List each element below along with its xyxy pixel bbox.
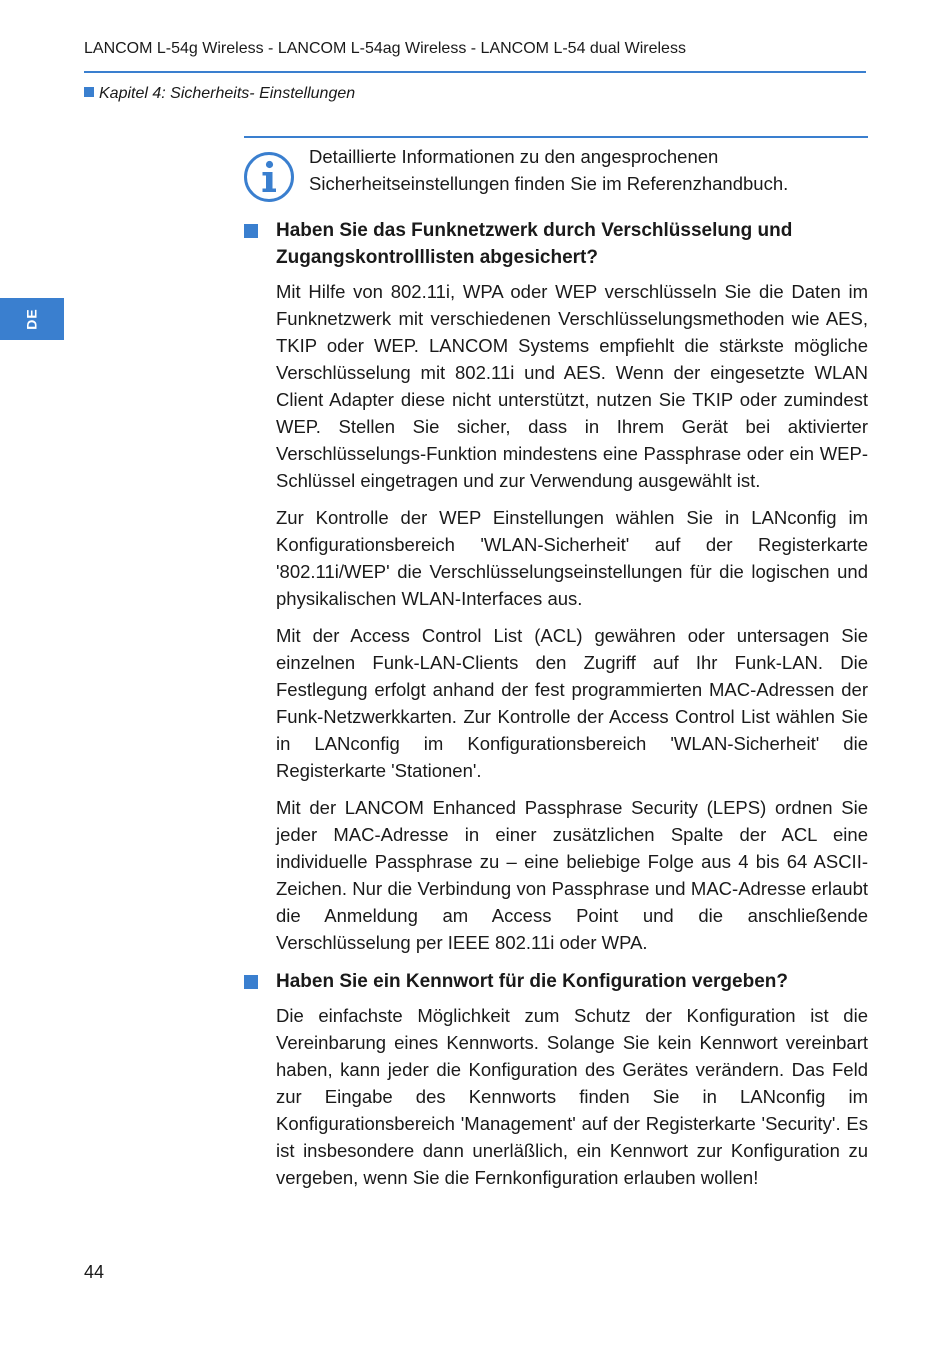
header-rule [84,71,866,73]
note-text: Detaillierte Informationen zu den angesprochenen Sicherheitseinstellungen finden Sie im Referenzhandbuch. [309,146,789,194]
section-question [276,968,868,995]
running-header-title: LANCOM L-54g Wireless - LANCOM L-54ag Wireless - LANCOM L-54 dual Wireless [84,40,686,57]
note-rule [244,136,868,138]
question-text: Haben Sie das Funknetzwerk durch Verschlüsselung und Zugangskontrolllisten abgesichert? [276,220,793,268]
info-icon [243,151,295,203]
language-tab [0,298,64,340]
question-text: Haben Sie ein Kennwort für die Konfiguration vergeben? [276,971,788,992]
main-content [276,217,868,1201]
chapter-heading [84,85,355,103]
chapter-square-bullet [84,87,94,97]
square-bullet [244,224,258,238]
paragraph: Zur Kontrolle der WEP Einstellungen wählen Sie in LANconfig im Konfigurationsbereich 'WLAN-Sicherheit' auf der Registerkarte '802.11i/WEP' die Verschlüsselungseinstellungen für die logischen und physikalischen WLAN-Interfaces aus. [276,507,868,609]
paragraph: Mit der Access Control List (ACL) gewähren oder untersagen Sie einzelnen Funk-LAN-Clients den Zugriff auf Ihr Funk-LAN. Die Festlegung erfolgt anhand der fest programmierten MAC-Adressen der Funk-Netzwerkkarten. Zur Kontrolle der Access Control List wählen Sie in LANconfig im Konfigurationsbereich 'WLAN-Sicherheit' die Registerkarte 'Stationen'. [276,625,868,781]
section-question [276,217,868,271]
paragraph: Mit der LANCOM Enhanced Passphrase Security (LEPS) ordnen Sie jeder MAC-Adresse in einer zusätzlichen Spalte der ACL eine individuelle Passphrase zu – eine beliebige Folge aus 4 bis 64 ASCII-Zeichen. Nur die Verbindung von Passphrase und MAC-Adresse erlaubt die Anmeldung am Access Point und die anschließende Verschlüsselung per IEEE 802.11i oder WPA. [276,797,868,953]
paragraph: Mit Hilfe von 802.11i, WPA oder WEP verschlüsseln Sie die Daten im Funknetzwerk mit verschiedenen Verschlüsselungsmethoden wie AES, TKIP oder WEP. LANCOM Systems empfiehlt die stärkste mögliche Verschlüsselung mit 802.11i und AES. Wenn der eingesetzte WLAN Client Adapter diese nicht unterstützt, nutzen Sie TKIP oder zumindest WEP. Stellen Sie sicher, dass in Ihrem Gerät bei aktivierter Verschlüsselungs-Funktion mindestens eine Passphrase oder ein WEP-Schlüssel eingetragen und zur Verwendung ausgewählt ist. [276,281,868,491]
page-number: 44 [84,1262,105,1282]
chapter-title: Kapitel 4: Sicherheits- Einstellungen [99,85,356,102]
language-tab-label: DE [23,308,40,330]
square-bullet [244,975,258,989]
paragraph: Die einfachste Möglichkeit zum Schutz der Konfiguration ist die Vereinbarung eines Kennworts. Solange Sie kein Kennwort vereinbart haben, kann jeder die Konfiguration des Gerätes verändern. Das Feld zur Eingabe des Kennworts finden Sie in LANconfig im Konfigurationsbereich 'Management' auf der Registerkarte 'Security'. Es ist insbesondere dann unerläßlich, ein Kennwort zur Konfiguration zu vergeben, wenn Sie die Fernkonfiguration erlauben wollen! [276,1005,868,1188]
